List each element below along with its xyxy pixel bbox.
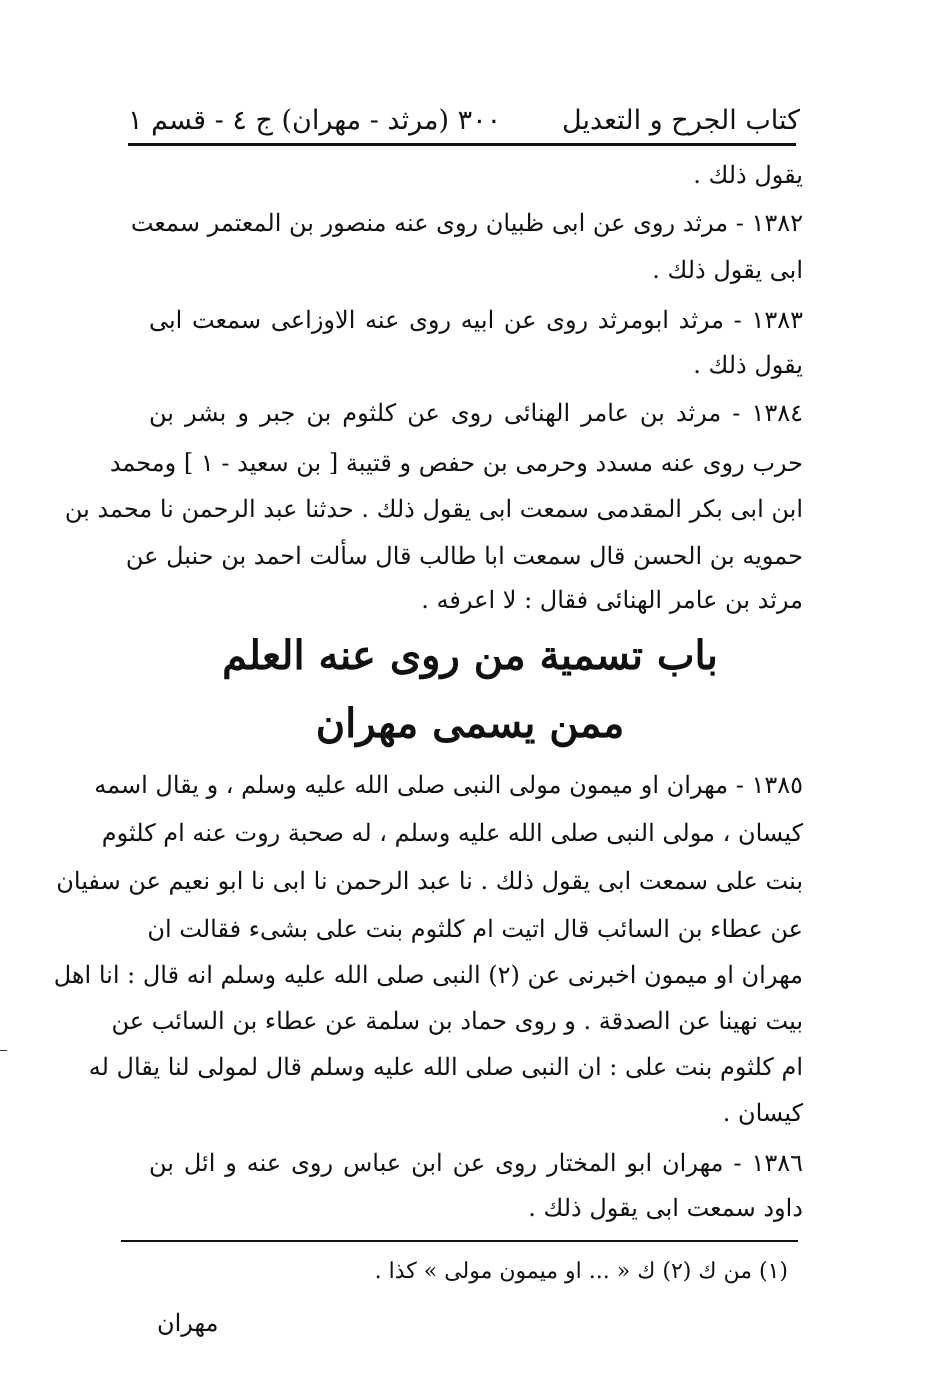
text-line: حمويه بن الحسن قال سمعت ابا طالب قال سألت احمد بن حنبل عن [125,542,803,570]
entry-1384: ١٣٨٤ - مرثد بن عامر الهنائى روى عن كلثوم بن جبر و بشر بن [149,399,803,427]
entry-1383: ١٣٨٣ - مرثد ابومرثد روى عن ابيه روى عنه الاوزاعى سمعت ابى [149,306,803,334]
book-title: كتاب الجرح و التعديل [562,105,800,136]
margin-mark [0,1050,7,1051]
text-line: مهران او ميمون اخبرنى عن (٢) النبى صلى الله عليه وسلم انه قال : انا اهل [53,961,803,989]
running-header [128,86,800,136]
text-line: كيسان . [722,1099,803,1127]
chapter-subheading: ممن يسمى مهران [315,700,625,747]
catchword: مهران [157,1309,219,1337]
footnote-rule [121,1240,798,1242]
text-line: يقول ذلك . [693,351,803,379]
text-line: يقول ذلك . [693,161,803,189]
text-line: مرثد بن عامر الهنائى فقال : لا اعرفه . [421,586,803,614]
header-rule [128,143,796,146]
text-line: بيت نهينا عن الصدقة . و روى حماد بن سلمة عن عطاء بن السائب عن [111,1007,803,1035]
page-info: ٣٠٠ (مرثد - مهران) ج ٤ - قسم ١ [128,105,502,136]
entry-1385: ١٣٨٥ - مهران او ميمون مولى النبى صلى الله عليه وسلم ، و يقال اسمه [94,771,803,799]
text-line: ابى يقول ذلك . [652,256,803,284]
text-line: داود سمعت ابى يقول ذلك . [528,1194,803,1222]
entry-1382: ١٣٨٢ - مرثد روى عن ابى ظبيان روى عنه منصور بن المعتمر سمعت [130,209,803,237]
chapter-heading: باب تسمية من روى عنه العلم [222,632,718,679]
text-line: حرب روى عنه مسدد وحرمى بن حفص و قتيبة [ بن سعيد - ١ ] ومحمد [109,449,803,477]
text-line: بنت على سمعت ابى يقول ذلك . نا عبد الرحمن نا ابى نا ابو نعيم عن سفيان [56,867,803,895]
text-line: عن عطاء بن السائب قال اتيت ام كلثوم بنت على بشىء فقالت ان [147,915,803,943]
text-line: ابن ابى بكر المقدمى سمعت ابى يقول ذلك . حدثنا عبد الرحمن نا محمد بن [64,495,803,523]
text-line: كيسان ، مولى النبى صلى الله عليه وسلم ، له صحبة روت عنه ام كلثوم [101,819,803,847]
footnote: (١) من ك (٢) ك « ... او ميمون مولى » كذا . [374,1259,788,1284]
text-line: ام كلثوم بنت على : ان النبى صلى الله عليه وسلم قال لمولى لنا يقال له [88,1053,803,1081]
entry-1386: ١٣٨٦ - مهران ابو المختار روى عن ابن عباس روى عنه و ائل بن [149,1149,803,1177]
